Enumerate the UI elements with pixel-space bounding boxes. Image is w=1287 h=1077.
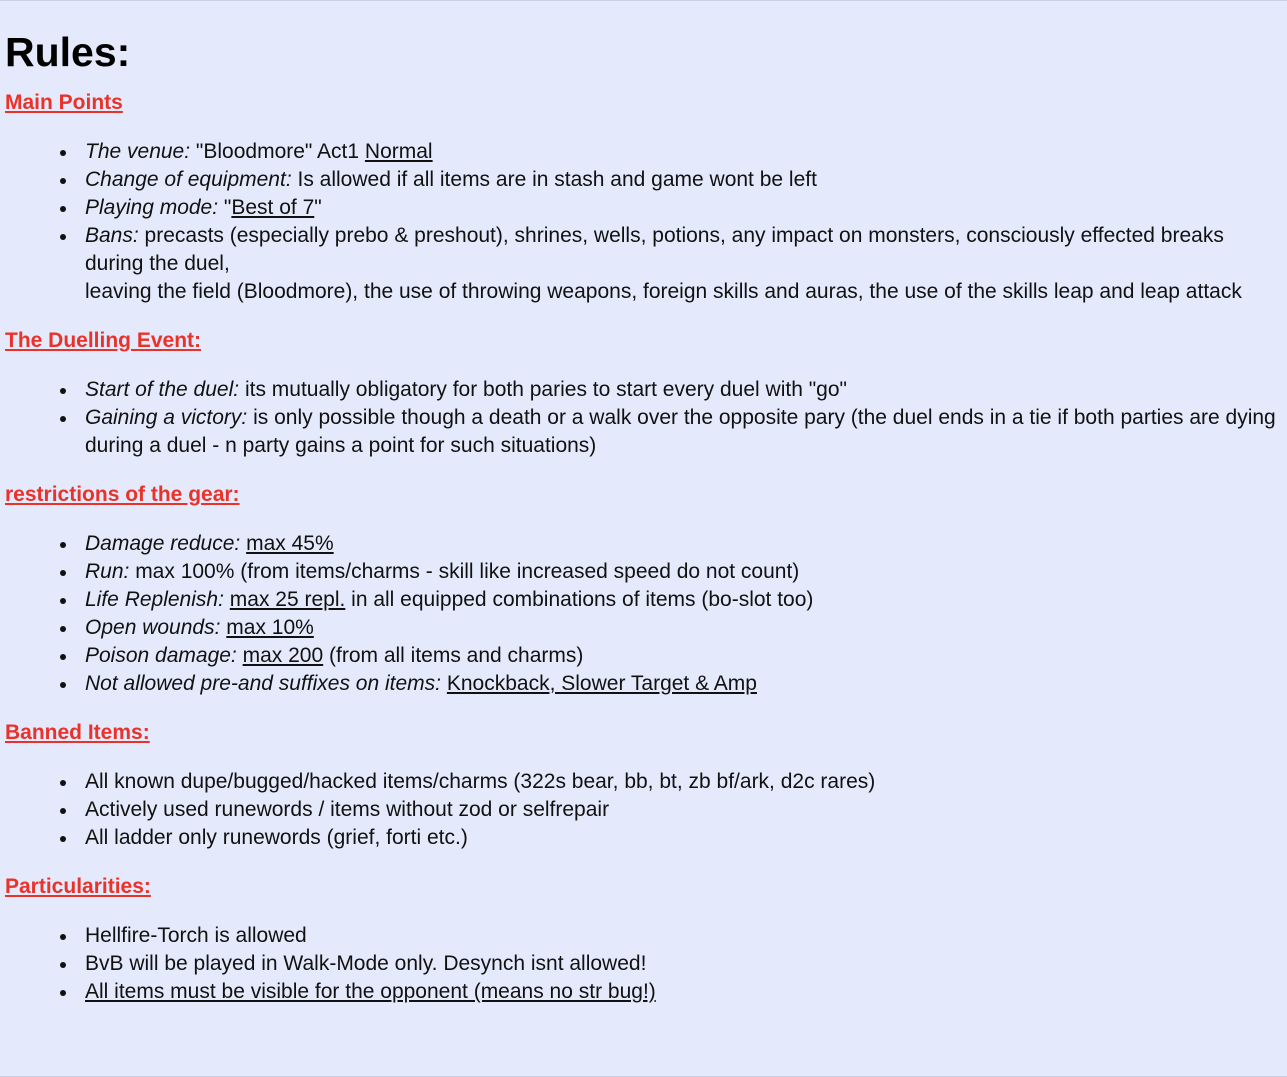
rule-key: Not allowed pre-and suffixes on items: bbox=[85, 672, 442, 695]
gear-restrictions-list bbox=[5, 530, 1287, 698]
list-item: All known dupe/bugged/hacked items/charms (322s bear, bb, bt, zb bf/ark, d2c rares) bbox=[85, 768, 1287, 796]
rule-text: Is allowed if all items are in stash and game wont be left bbox=[291, 168, 817, 191]
rule-key: Poison damage: bbox=[85, 644, 237, 667]
section-heading-duelling-event[interactable]: The Duelling Event: bbox=[5, 329, 202, 352]
max-45-link[interactable]: max 45% bbox=[246, 532, 334, 555]
max-25-repl-link[interactable]: max 25 repl. bbox=[229, 588, 346, 611]
list-item bbox=[85, 642, 1287, 670]
list-item bbox=[85, 194, 1287, 222]
rule-key: Life Replenish: bbox=[85, 588, 224, 611]
list-item bbox=[85, 670, 1287, 698]
list-item bbox=[85, 376, 1287, 404]
list-item bbox=[85, 404, 1287, 460]
list-item: All ladder only runewords (grief, forti etc.) bbox=[85, 824, 1287, 852]
rule-text: "Bloodmore" Act1 bbox=[190, 140, 365, 163]
rule-text: " bbox=[218, 196, 232, 219]
main-points-list bbox=[5, 138, 1287, 306]
rule-key: Damage reduce: bbox=[85, 532, 241, 555]
list-item bbox=[85, 978, 1287, 1006]
list-item: Hellfire-Torch is allowed bbox=[85, 922, 1287, 950]
rule-key: The venue: bbox=[85, 140, 191, 163]
list-item bbox=[85, 222, 1287, 306]
best-of-7-link[interactable]: Best of 7 bbox=[231, 196, 315, 219]
rule-text: leaving the field (Bloodmore), the use of throwing weapons, foreign skills and auras, the use of the skills leap and leap attack bbox=[85, 280, 1242, 303]
affixes-link[interactable]: Knockback, Slower Target & Amp bbox=[446, 672, 757, 695]
list-item: BvB will be played in Walk-Mode only. Desynch isnt allowed! bbox=[85, 950, 1287, 978]
max-10-link[interactable]: max 10% bbox=[226, 616, 314, 639]
rule-key: Open wounds: bbox=[85, 616, 221, 639]
list-item bbox=[85, 586, 1287, 614]
rule-text: precasts (especially prebo & preshout), shrines, wells, potions, any impact on monsters, consciously effected breaks during the duel, bbox=[85, 224, 1224, 275]
section-heading-particularities[interactable]: Particularities: bbox=[5, 875, 151, 898]
rule-text: " bbox=[314, 196, 322, 219]
rule-text: max 100% (from items/charms - skill like increased speed do not count) bbox=[129, 560, 800, 583]
visible-items-link[interactable]: All items must be visible for the opponent (means no str bug!) bbox=[85, 980, 656, 1003]
duelling-event-list bbox=[5, 376, 1287, 460]
banned-items-list bbox=[5, 768, 1287, 852]
rule-text: in all equipped combinations of items (bo-slot too) bbox=[345, 588, 814, 611]
rule-key: Playing mode: bbox=[85, 196, 219, 219]
list-item bbox=[85, 530, 1287, 558]
rule-key: Gaining a victory: bbox=[85, 406, 248, 429]
list-item bbox=[85, 614, 1287, 642]
rule-text: is only possible though a death or a walk over the opposite pary (the duel ends in a tie if both parties are dying during a duel - n party gains a point for such situations) bbox=[85, 406, 1276, 457]
normal-link[interactable]: Normal bbox=[364, 140, 433, 163]
rules-page bbox=[0, 1, 1287, 1006]
particularities-list bbox=[5, 922, 1287, 1006]
section-heading-gear-restrictions[interactable]: restrictions of the gear: bbox=[5, 483, 240, 506]
rule-key: Run: bbox=[85, 560, 130, 583]
section-heading-main-points[interactable]: Main Points bbox=[5, 91, 123, 114]
max-200-link[interactable]: max 200 bbox=[242, 644, 324, 667]
page-title: Rules: bbox=[5, 29, 131, 75]
list-item bbox=[85, 166, 1287, 194]
section-heading-banned-items[interactable]: Banned Items: bbox=[5, 721, 150, 744]
list-item: Actively used runewords / items without zod or selfrepair bbox=[85, 796, 1287, 824]
rule-key: Start of the duel: bbox=[85, 378, 240, 401]
rule-key: Bans: bbox=[85, 224, 139, 247]
rule-text: its mutually obligatory for both paries to start every duel with "go" bbox=[239, 378, 847, 401]
list-item bbox=[85, 138, 1287, 166]
list-item bbox=[85, 558, 1287, 586]
rule-key: Change of equipment: bbox=[85, 168, 292, 191]
rule-text: (from all items and charms) bbox=[323, 644, 584, 667]
